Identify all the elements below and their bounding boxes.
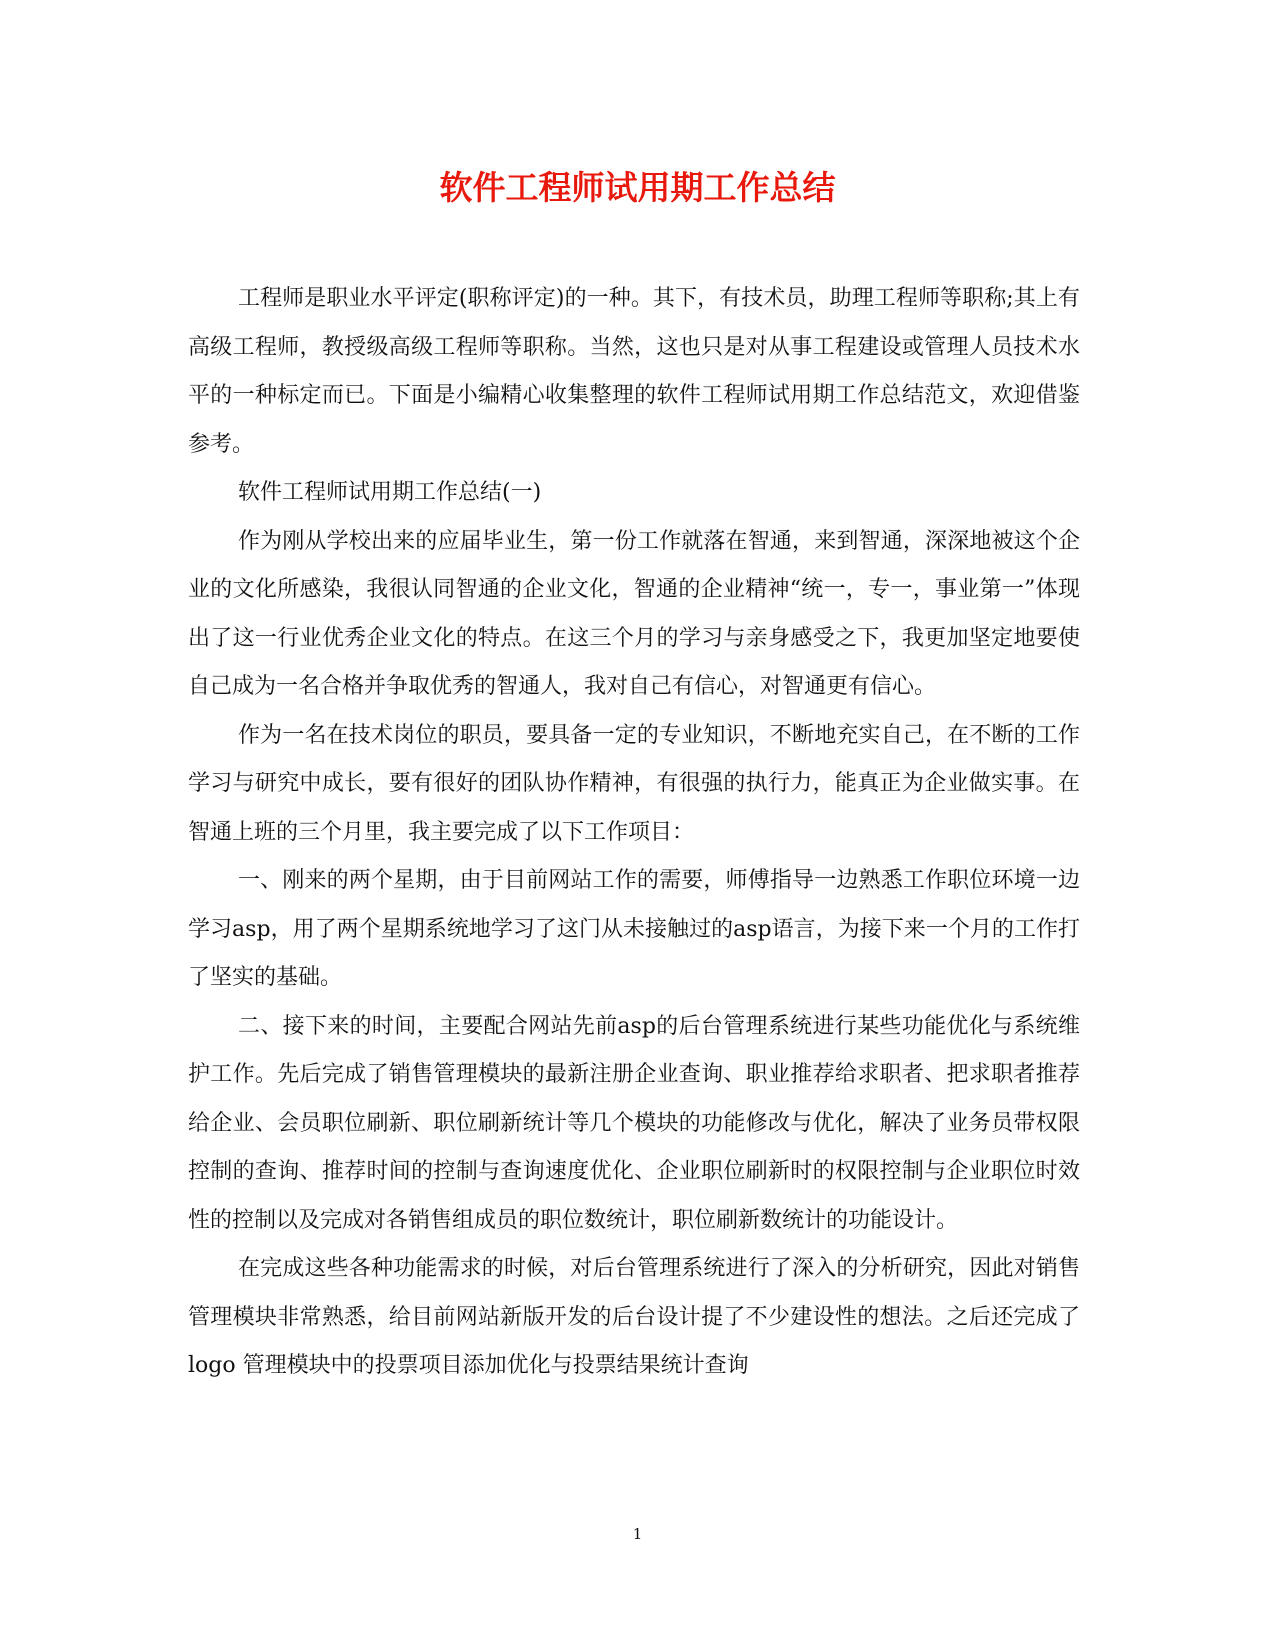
- section-heading: 软件工程师试用期工作总结(一): [238, 480, 542, 505]
- paragraph-job-requirements: 作为一名在技术岗位的职员，要具备一定的专业知识，不断地充实自己，在不断的工作学习与研究中成长，要有很好的团队协作精神，有很强的执行力，能真正为企业做实事。在智通上班的三个月里，我主要完成了以下工作项目：: [188, 722, 1080, 845]
- page-number: 1: [632, 1525, 643, 1543]
- paragraph-analysis: 在完成这些各种功能需求的时候，对后台管理系统进行了深入的分析研究，因此对销售管理模块非常熟悉，给目前网站新版开发的后台设计提了不少建设性的想法。之后还完成了 logo 管理模块中的投票项目添加优化与投票结果统计查询: [188, 1256, 1080, 1378]
- paragraph-item-one: 一、刚来的两个星期，由于目前网站工作的需要，师傅指导一边熟悉工作职位环境一边学习asp，用了两个星期系统地学习了这门从未接触过的asp语言，为接下来一个月的工作打了坚实的基础。: [188, 868, 1080, 990]
- paragraph-item-two: 二、接下来的时间，主要配合网站先前asp的后台管理系统进行某些功能优化与系统维护工作。先后完成了销售管理模块的最新注册企业查询、职业推荐给求职者、把求职者推荐给企业、会员职位刷新、职位刷新统计等几个模块的功能修改与优化，解决了业务员带权限控制的查询、推荐时间的控制与查询速度优化、企业职位刷新时的权限控制与企业职位时效性的控制以及完成对各销售组成员的职位数统计，职位刷新数统计的功能设计。: [188, 1013, 1080, 1233]
- document-title: 软件工程师试用期工作总结: [439, 168, 836, 207]
- paragraph-company-culture: 作为刚从学校出来的应届毕业生，第一份工作就落在智通，来到智通，深深地被这个企业的文化所感染，我很认同智通的企业文化，智通的企业精神“统一，专一，事业第一”体现出了这一行业优秀企业文化的特点。在这三个月的学习与亲身感受之下，我更加坚定地要使自己成为一名合格并争取优秀的智通人，我对自己有信心，对智通更有信心。: [188, 528, 1080, 699]
- paragraph-intro: 工程师是职业水平评定(职称评定)的一种。其下，有技术员，助理工程师等职称;其上有高级工程师，教授级高级工程师等职称。当然，这也只是对从事工程建设或管理人员技术水平的一种标定而已。下面是小编精心收集整理的软件工程师试用期工作总结范文，欢迎借鉴参考。: [188, 286, 1080, 457]
- document-body: [188, 275, 1080, 1391]
